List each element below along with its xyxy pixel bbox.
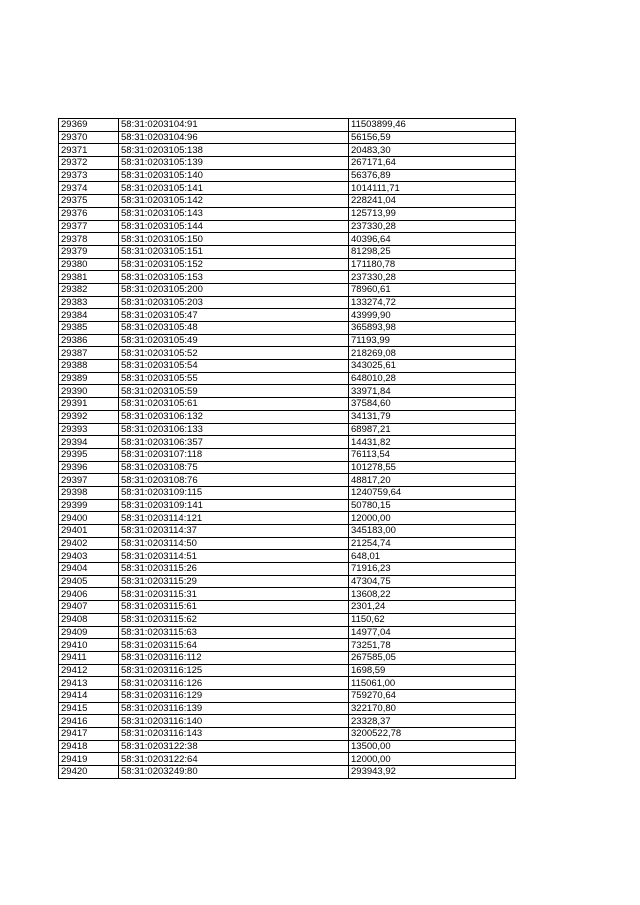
row-number-cell: 29377 [59,220,119,233]
cadastral-number-cell: 58:31:0203109:115 [119,486,349,499]
row-number-cell: 29406 [59,588,119,601]
row-number-cell: 29370 [59,131,119,144]
value-cell: 40396,64 [349,233,516,246]
row-number-cell: 29385 [59,322,119,335]
cadastral-number-cell: 58:31:0203109:141 [119,499,349,512]
table-row [59,651,516,664]
value-cell: 50780,15 [349,499,516,512]
cadastral-number-cell: 58:31:0203104:96 [119,131,349,144]
value-cell: 759270,64 [349,689,516,702]
row-number-cell: 29419 [59,753,119,766]
table-row [59,512,516,525]
table-row [59,423,516,436]
table-row [59,144,516,157]
cadastral-value-table [58,118,516,779]
row-number-cell: 29403 [59,550,119,563]
cadastral-number-cell: 58:31:0203105:47 [119,309,349,322]
cadastral-number-cell: 58:31:0203105:203 [119,296,349,309]
row-number-cell: 29395 [59,448,119,461]
table-row [59,347,516,360]
value-cell: 648,01 [349,550,516,563]
row-number-cell: 29386 [59,334,119,347]
value-cell: 13500,00 [349,740,516,753]
row-number-cell: 29388 [59,360,119,373]
table-row [59,372,516,385]
row-number-cell: 29393 [59,423,119,436]
table-row [59,271,516,284]
cadastral-number-cell: 58:31:0203105:153 [119,271,349,284]
cadastral-number-cell: 58:31:0203105:152 [119,258,349,271]
row-number-cell: 29397 [59,474,119,487]
value-cell: 218269,08 [349,347,516,360]
value-cell: 1150,62 [349,613,516,626]
table-row [59,385,516,398]
value-cell: 13608,22 [349,588,516,601]
cadastral-number-cell: 58:31:0203107:118 [119,448,349,461]
table-row [59,613,516,626]
cadastral-number-cell: 58:31:0203116:126 [119,677,349,690]
value-cell: 648010,28 [349,372,516,385]
row-number-cell: 29373 [59,169,119,182]
table-row [59,537,516,550]
row-number-cell: 29398 [59,486,119,499]
cadastral-number-cell: 58:31:0203115:61 [119,601,349,614]
row-number-cell: 29400 [59,512,119,525]
value-cell: 21254,74 [349,537,516,550]
row-number-cell: 29394 [59,436,119,449]
value-cell: 267585,05 [349,651,516,664]
cadastral-number-cell: 58:31:0203104:91 [119,119,349,132]
cadastral-number-cell: 58:31:0203105:144 [119,220,349,233]
row-number-cell: 29375 [59,195,119,208]
cadastral-number-cell: 58:31:0203105:55 [119,372,349,385]
cadastral-number-cell: 58:31:0203108:76 [119,474,349,487]
row-number-cell: 29408 [59,613,119,626]
cadastral-number-cell: 58:31:0203122:38 [119,740,349,753]
value-cell: 56376,89 [349,169,516,182]
value-cell: 343025,61 [349,360,516,373]
value-cell: 11503899,46 [349,119,516,132]
row-number-cell: 29379 [59,245,119,258]
row-number-cell: 29413 [59,677,119,690]
table-row [59,626,516,639]
row-number-cell: 29369 [59,119,119,132]
table-row [59,563,516,576]
cadastral-number-cell: 58:31:0203105:150 [119,233,349,246]
value-cell: 48817,20 [349,474,516,487]
table-row [59,550,516,563]
cadastral-number-cell: 58:31:0203116:140 [119,715,349,728]
row-number-cell: 29391 [59,398,119,411]
table-row [59,702,516,715]
value-cell: 12000,00 [349,512,516,525]
table-row [59,664,516,677]
table-row [59,334,516,347]
table-row [59,398,516,411]
value-cell: 293943,92 [349,766,516,779]
table-row [59,740,516,753]
row-number-cell: 29384 [59,309,119,322]
value-cell: 3200522,78 [349,728,516,741]
cadastral-number-cell: 58:31:0203116:129 [119,689,349,702]
value-cell: 81298,25 [349,245,516,258]
cadastral-number-cell: 58:31:0203114:51 [119,550,349,563]
cadastral-number-cell: 58:31:0203105:151 [119,245,349,258]
table-row [59,588,516,601]
cadastral-number-cell: 58:31:0203115:62 [119,613,349,626]
value-cell: 43999,90 [349,309,516,322]
value-cell: 133274,72 [349,296,516,309]
value-cell: 322170,80 [349,702,516,715]
row-number-cell: 29412 [59,664,119,677]
table-row [59,119,516,132]
value-cell: 1240759,64 [349,486,516,499]
table-row [59,689,516,702]
row-number-cell: 29380 [59,258,119,271]
row-number-cell: 29387 [59,347,119,360]
cadastral-number-cell: 58:31:0203105:141 [119,182,349,195]
row-number-cell: 29409 [59,626,119,639]
cadastral-number-cell: 58:31:0203116:143 [119,728,349,741]
table-row [59,753,516,766]
cadastral-number-cell: 58:31:0203114:37 [119,525,349,538]
cadastral-number-cell: 58:31:0203105:140 [119,169,349,182]
cadastral-number-cell: 58:31:0203114:121 [119,512,349,525]
value-cell: 115061,00 [349,677,516,690]
value-cell: 1698,59 [349,664,516,677]
table-row [59,360,516,373]
cadastral-number-cell: 58:31:0203115:29 [119,575,349,588]
value-cell: 125713,99 [349,207,516,220]
cadastral-number-cell: 58:31:0203105:52 [119,347,349,360]
value-cell: 345183,00 [349,525,516,538]
value-cell: 37584,60 [349,398,516,411]
row-number-cell: 29410 [59,639,119,652]
value-cell: 23328,37 [349,715,516,728]
cadastral-number-cell: 58:31:0203105:139 [119,157,349,170]
row-number-cell: 29404 [59,563,119,576]
table-row [59,474,516,487]
table-row [59,322,516,335]
row-number-cell: 29399 [59,499,119,512]
value-cell: 68987,21 [349,423,516,436]
value-cell: 78960,61 [349,283,516,296]
table-row [59,245,516,258]
cadastral-number-cell: 58:31:0203105:61 [119,398,349,411]
row-number-cell: 29411 [59,651,119,664]
value-cell: 228241,04 [349,195,516,208]
table-row [59,195,516,208]
cadastral-number-cell: 58:31:0203106:132 [119,410,349,423]
cadastral-number-cell: 58:31:0203122:64 [119,753,349,766]
table-row [59,296,516,309]
cadastral-number-cell: 58:31:0203116:139 [119,702,349,715]
row-number-cell: 29415 [59,702,119,715]
table-row [59,766,516,779]
table-row [59,169,516,182]
cadastral-number-cell: 58:31:0203116:112 [119,651,349,664]
row-number-cell: 29414 [59,689,119,702]
cadastral-number-cell: 58:31:0203105:48 [119,322,349,335]
cadastral-number-cell: 58:31:0203115:26 [119,563,349,576]
value-cell: 14431,82 [349,436,516,449]
row-number-cell: 29381 [59,271,119,284]
value-cell: 171180,78 [349,258,516,271]
table-row [59,728,516,741]
row-number-cell: 29392 [59,410,119,423]
cadastral-number-cell: 58:31:0203115:64 [119,639,349,652]
cadastral-number-cell: 58:31:0203105:138 [119,144,349,157]
row-number-cell: 29401 [59,525,119,538]
table-row [59,486,516,499]
cadastral-number-cell: 58:31:0203106:133 [119,423,349,436]
row-number-cell: 29416 [59,715,119,728]
value-cell: 56156,59 [349,131,516,144]
cadastral-number-cell: 58:31:0203105:142 [119,195,349,208]
cadastral-number-cell: 58:31:0203105:49 [119,334,349,347]
table-row [59,258,516,271]
row-number-cell: 29407 [59,601,119,614]
table-row [59,639,516,652]
table-row [59,182,516,195]
cadastral-number-cell: 58:31:0203108:75 [119,461,349,474]
table-row [59,233,516,246]
value-cell: 76113,54 [349,448,516,461]
value-cell: 267171,64 [349,157,516,170]
row-number-cell: 29371 [59,144,119,157]
row-number-cell: 29382 [59,283,119,296]
cadastral-number-cell: 58:31:0203116:125 [119,664,349,677]
value-cell: 34131,79 [349,410,516,423]
row-number-cell: 29383 [59,296,119,309]
row-number-cell: 29374 [59,182,119,195]
table-row [59,131,516,144]
table-row [59,461,516,474]
table-row [59,601,516,614]
value-cell: 20483,30 [349,144,516,157]
table-row [59,157,516,170]
table-row [59,575,516,588]
value-cell: 71193,99 [349,334,516,347]
cadastral-number-cell: 58:31:0203249:80 [119,766,349,779]
table-row [59,525,516,538]
value-cell: 71916,23 [349,563,516,576]
table-row [59,677,516,690]
table-row [59,283,516,296]
row-number-cell: 29402 [59,537,119,550]
cadastral-number-cell: 58:31:0203106:357 [119,436,349,449]
table-row [59,410,516,423]
table-row [59,436,516,449]
cadastral-number-cell: 58:31:0203105:143 [119,207,349,220]
row-number-cell: 29418 [59,740,119,753]
value-cell: 47304,75 [349,575,516,588]
row-number-cell: 29389 [59,372,119,385]
value-cell: 237330,28 [349,220,516,233]
cadastral-number-cell: 58:31:0203115:63 [119,626,349,639]
value-cell: 14977,04 [349,626,516,639]
cadastral-number-cell: 58:31:0203105:54 [119,360,349,373]
table-row [59,220,516,233]
table-row [59,309,516,322]
table-body [59,119,516,779]
table-row [59,499,516,512]
table-row [59,207,516,220]
cadastral-number-cell: 58:31:0203105:200 [119,283,349,296]
value-cell: 101278,55 [349,461,516,474]
cadastral-number-cell: 58:31:0203114:50 [119,537,349,550]
row-number-cell: 29417 [59,728,119,741]
cadastral-number-cell: 58:31:0203115:31 [119,588,349,601]
cadastral-number-cell: 58:31:0203105:59 [119,385,349,398]
value-cell: 33971,84 [349,385,516,398]
value-cell: 73251,78 [349,639,516,652]
value-cell: 1014111,71 [349,182,516,195]
row-number-cell: 29372 [59,157,119,170]
table-row [59,448,516,461]
row-number-cell: 29390 [59,385,119,398]
row-number-cell: 29420 [59,766,119,779]
row-number-cell: 29405 [59,575,119,588]
table-row [59,715,516,728]
value-cell: 365893,98 [349,322,516,335]
row-number-cell: 29376 [59,207,119,220]
value-cell: 237330,28 [349,271,516,284]
row-number-cell: 29396 [59,461,119,474]
value-cell: 12000,00 [349,753,516,766]
row-number-cell: 29378 [59,233,119,246]
value-cell: 2301,24 [349,601,516,614]
